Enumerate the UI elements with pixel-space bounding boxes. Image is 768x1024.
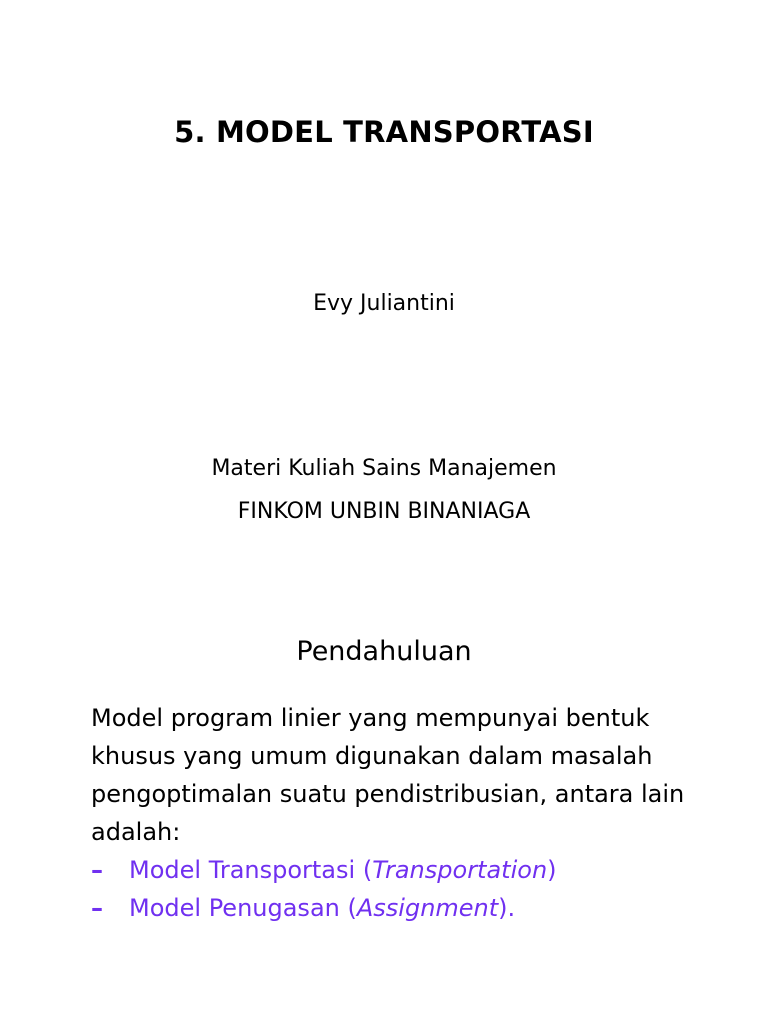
list-item-transportation — [91, 851, 691, 889]
paren-close: ) — [547, 856, 557, 884]
presentation-title: 5. MODEL TRANSPORTASI — [174, 115, 594, 149]
paren-open: ( — [339, 894, 357, 922]
model-term: Model Penugasan — [129, 894, 340, 922]
paren-close: ). — [498, 894, 516, 922]
intro-slide — [0, 580, 768, 1024]
english-term: Assignment — [356, 894, 499, 922]
paren-open: ( — [355, 856, 373, 884]
list-item-text — [129, 851, 557, 889]
intro-paragraph: Model program linier yang mempunyai bentuk khusus yang umum digunakan dalam masalah pengoptimalan suatu pendistribusian, antara lain adalah: — [91, 704, 685, 846]
dash-bullet-icon: – — [91, 856, 103, 884]
model-term: Model Transportasi — [129, 856, 356, 884]
course-name: Materi Kuliah Sains Manajemen — [211, 456, 557, 481]
institution-name: FINKOM UNBIN BINANIAGA — [237, 499, 531, 524]
list-item-text — [129, 889, 515, 927]
dash-bullet-icon: – — [91, 894, 103, 922]
model-list — [91, 851, 691, 927]
section-heading: Pendahuluan — [296, 636, 472, 667]
author-name: Evy Juliantini — [313, 291, 455, 316]
english-term: Transportation — [372, 856, 548, 884]
list-item-assignment — [91, 889, 691, 927]
